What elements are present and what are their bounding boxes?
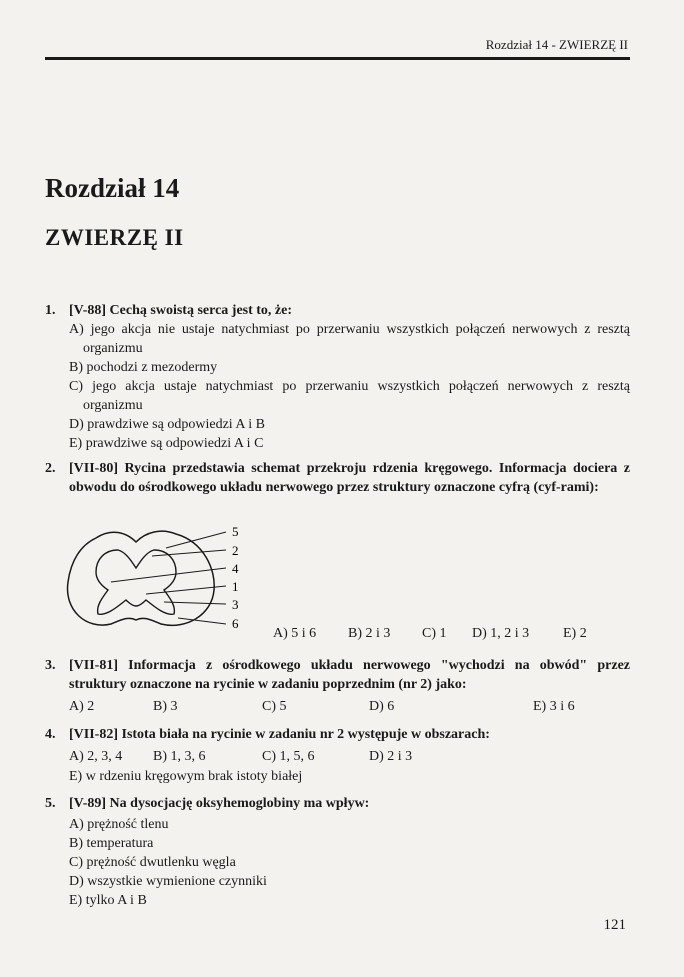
answer-option: E) 2 bbox=[563, 626, 587, 641]
answer-option: C) prężność dwutlenku węgla bbox=[69, 855, 236, 870]
answer-option: A) 2, 3, 4 bbox=[69, 749, 123, 764]
answer-option: D) wszystkie wymienione czynniki bbox=[69, 874, 267, 889]
answer-option: B) pochodzi z mezodermy bbox=[69, 360, 218, 375]
question-2-stem bbox=[45, 459, 630, 497]
question-5-stem bbox=[45, 794, 630, 813]
question-number: 1. bbox=[45, 303, 56, 318]
answer-option: A) 5 i 6 bbox=[273, 626, 317, 641]
question-text: [VII-80] Rycina przedstawia schemat przekroju rdzenia kręgowego. Informacja dociera z obwodu do ośrodkowego układu nerwowego przez struktury oznaczone cyfrą (cyf-rami): bbox=[69, 461, 630, 495]
figure-label: 5 bbox=[232, 524, 239, 539]
answer-row bbox=[69, 747, 630, 767]
answer-option: E) w rdzeniu kręgowym brak istoty białej bbox=[69, 769, 303, 784]
question-number: 2. bbox=[45, 461, 56, 476]
question-3-stem bbox=[45, 656, 630, 694]
grey-matter-outline bbox=[96, 550, 176, 614]
page-number: 121 bbox=[603, 917, 626, 933]
answer-option: D) prawdziwe są odpowiedzi A i B bbox=[69, 417, 265, 432]
answer-option: E) prawdziwe są odpowiedzi A i C bbox=[69, 436, 264, 451]
figure-label: 2 bbox=[232, 543, 239, 558]
answer-option: C) 5 bbox=[262, 699, 287, 714]
answer-option: C) 1 bbox=[422, 626, 447, 641]
chapter-number: Rozdział 14 bbox=[45, 173, 180, 203]
question-2-options bbox=[0, 626, 684, 646]
question-4-stem bbox=[45, 725, 630, 744]
answer-option: D) 6 bbox=[369, 699, 395, 714]
answer-option: D) 2 i 3 bbox=[369, 749, 413, 764]
running-header: Rozdział 14 - ZWIERZĘ II bbox=[485, 37, 628, 52]
answer-option: A) jego akcja nie ustaje natychmiast po przerwaniu wszystkich połączeń nerwowych z resztą organizmu bbox=[69, 322, 630, 356]
answer-option: D) 1, 2 i 3 bbox=[472, 626, 530, 641]
question-text: [V-89] Na dysocjację oksyhemoglobiny ma wpływ: bbox=[69, 796, 370, 811]
question-4 bbox=[45, 725, 630, 786]
leader-line-4 bbox=[111, 568, 226, 582]
figure-label: 3 bbox=[232, 597, 239, 612]
answer-option: C) 1, 5, 6 bbox=[262, 749, 315, 764]
figure-label: 6 bbox=[232, 616, 239, 631]
figure-label: 4 bbox=[232, 561, 239, 576]
answer-option: B) 3 bbox=[153, 699, 178, 714]
header-rule bbox=[45, 57, 630, 60]
answer-option: E) tylko A i B bbox=[69, 893, 147, 908]
chapter-title: ZWIERZĘ II bbox=[45, 225, 184, 250]
answer-option: B) 1, 3, 6 bbox=[153, 749, 206, 764]
question-text: [V-88] Cechą swoistą serca jest to, że: bbox=[69, 303, 293, 318]
question-number: 3. bbox=[45, 658, 56, 673]
answer-option: C) jego akcja ustaje natychmiast po przerwaniu wszystkich połączeń nerwowych z resztą organizmu bbox=[69, 379, 630, 413]
question-3 bbox=[45, 656, 630, 717]
answer-option: B) 2 i 3 bbox=[348, 626, 391, 641]
question-1 bbox=[45, 301, 630, 453]
question-text: [VII-81] Informacja z ośrodkowego układu nerwowego "wychodzi na obwód" przez struktury oznaczone na rycinie w zadaniu poprzednim (nr 2) jako: bbox=[69, 658, 630, 692]
answer-option: E) 3 i 6 bbox=[533, 699, 575, 714]
answer-option: A) prężność tlenu bbox=[69, 817, 169, 832]
question-2 bbox=[45, 459, 630, 497]
question-1-stem bbox=[45, 301, 630, 320]
answer-option: B) temperatura bbox=[69, 836, 154, 851]
question-5 bbox=[45, 794, 630, 910]
figure-label: 1 bbox=[232, 579, 239, 594]
answer-row bbox=[69, 697, 630, 717]
question-number: 4. bbox=[45, 727, 56, 742]
question-number: 5. bbox=[45, 796, 56, 811]
answer-option: A) 2 bbox=[69, 699, 95, 714]
question-text: [VII-82] Istota biała na rycinie w zadaniu nr 2 występuje w obszarach: bbox=[69, 727, 490, 742]
